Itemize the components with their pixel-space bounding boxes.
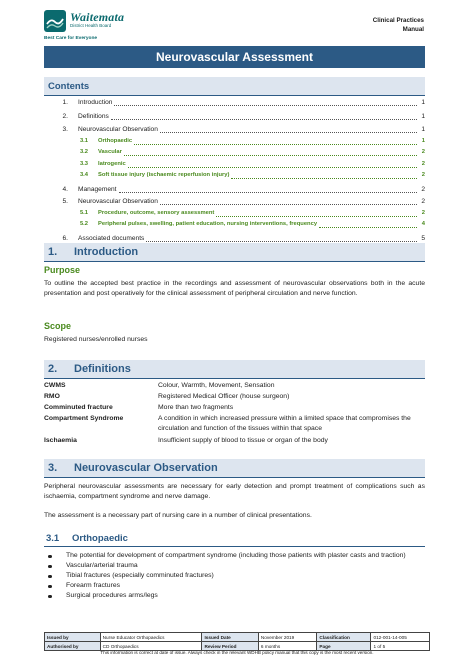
toc-entry-number: 2.: [62, 112, 68, 120]
footer-value: 1 of 5: [371, 642, 430, 651]
definition-description: Registered Medical Officer (house surgeon): [158, 393, 290, 400]
bullet-item: [44, 571, 425, 581]
footer-key: Issued Date: [202, 633, 258, 642]
purpose-text: To outline the accepted best practice in the recordings and assessment of neurovascular observations both in the acute presentation and post operatively for the clinical assessment of peripheral circulation and nerve function.: [44, 280, 425, 297]
bullet-text: Forearm fractures: [66, 582, 121, 589]
document-control-table: [44, 632, 430, 651]
toc-entry-number: 5.1: [79, 209, 88, 216]
definition-term: Compartment Syndrome: [44, 415, 124, 422]
org-tagline: Best Care for Everyone: [44, 36, 98, 41]
toc-entry-page: 5: [421, 234, 425, 242]
doc-type-line2: Manual: [402, 26, 424, 33]
footer-value: 012-001-14-005: [371, 633, 430, 642]
scope-heading: Scope: [44, 321, 72, 331]
definition-term: Comminuted fracture: [44, 404, 113, 411]
bullet-text: Surgical procedures arms/legs: [66, 592, 158, 599]
section-2-heading: [44, 360, 425, 379]
toc-entry[interactable]: [44, 186, 425, 196]
toc-entry-number: 5.2: [79, 221, 88, 227]
organisation-logo: [44, 10, 164, 44]
org-subtitle: District Health Board: [70, 23, 112, 28]
section-title: Introduction: [74, 246, 139, 258]
section-number: 1.: [48, 246, 58, 258]
toc-entry-page: 2: [421, 149, 425, 155]
definition-row: [44, 436, 425, 446]
doc-type-line1: Clinical Practices: [372, 17, 424, 24]
toc-leader-dots: [160, 126, 417, 133]
bullet-item: [44, 581, 425, 591]
toc-entry-number: 3.4: [79, 172, 88, 178]
toc-entry-page: 1: [421, 126, 425, 133]
org-name: Waitemata: [70, 10, 125, 24]
toc-leader-dots: [119, 186, 417, 193]
bullet-text: Vascular/arterial trauma: [66, 562, 138, 569]
toc-leader-dots: [111, 113, 417, 120]
toc-entry-number: 3.2: [79, 149, 88, 155]
section-title: Neurovascular Observation: [74, 462, 218, 474]
toc-entry-number: 6.: [62, 234, 68, 242]
bullet-icon: [48, 575, 52, 579]
toc-entry-page: 1: [421, 99, 425, 106]
toc-entry-page: 1: [421, 112, 425, 120]
title-bar: [44, 46, 425, 68]
bullet-item: [44, 551, 425, 561]
subsection-title: Orthopaedic: [72, 532, 128, 544]
toc-leader-dots: [134, 138, 417, 145]
toc-entry[interactable]: [44, 172, 425, 182]
definition-term: CWMS: [44, 382, 66, 389]
definition-row: [44, 403, 425, 413]
contents-box: [44, 77, 425, 242]
definition-row: [44, 414, 425, 434]
section-3-heading: [44, 459, 425, 478]
footer-value: November 2019: [258, 633, 316, 642]
footer-value: 6 months: [258, 642, 316, 651]
footer-key: Review Period: [202, 642, 258, 651]
toc-entry-label: Procedure, outcome, sensory assessment: [98, 209, 215, 216]
section-number: 3.: [48, 462, 58, 474]
bullet-icon: [48, 585, 52, 589]
toc-leader-dots: [319, 221, 417, 228]
toc-entry-label: Definitions: [78, 112, 109, 120]
toc-entry-page: 2: [421, 185, 425, 193]
toc-entry-label: Vascular: [98, 149, 122, 155]
bullet-icon: [48, 595, 52, 599]
definition-description: A condition in which increased pressure within a limited space that compromises the circulation and function of the tissues within that space: [158, 415, 411, 432]
footer-row: [45, 633, 430, 642]
toc-entry-number: 5.: [62, 198, 68, 205]
footer-value: CD Orthopaedics: [100, 642, 202, 651]
section-number: 2.: [48, 363, 58, 375]
toc-entry[interactable]: [44, 138, 425, 148]
toc-entry[interactable]: [44, 99, 425, 109]
observation-intro: Peripheral neurovascular assessments are necessary for early detection and prompt treatment of complications such as ischaemia, compartment syndrome and nerve damage.: [44, 483, 425, 500]
orthopaedic-bullet-list: [44, 551, 425, 601]
definition-description: Colour, Warmth, Movement, Sensation: [158, 382, 275, 389]
toc-entry[interactable]: [44, 113, 425, 123]
toc-entry-label: Neurovascular Observation: [78, 126, 158, 133]
toc-entry-page: 2: [421, 172, 425, 178]
bullet-text: The potential for development of compartment syndrome (including those patients with plaster casts and traction): [66, 552, 406, 559]
definition-row: [44, 381, 425, 391]
toc-leader-dots: [231, 172, 417, 179]
toc-entry-page: 1: [421, 137, 425, 144]
toc-entry-page: 2: [421, 209, 425, 216]
toc-entry-page: 2: [421, 198, 425, 205]
definition-term: RMO: [44, 393, 60, 400]
toc-entry-number: 3.1: [79, 137, 88, 144]
definition-description: Insufficient supply of blood to tissue or organ of the body: [158, 437, 328, 444]
toc-leader-dots: [216, 210, 417, 217]
toc-leader-dots: [146, 235, 417, 242]
contents-heading: Contents: [48, 80, 90, 92]
definition-row: [44, 392, 425, 402]
bullet-text: Tibial fractures (especially comminuted fractures): [66, 572, 214, 579]
scope-text: Registered nurses/enrolled nurses: [44, 336, 148, 343]
toc-entry-label: Peripheral pulses, swelling, patient education, nursing interventions, frequency: [98, 221, 318, 227]
wave-logo-icon: [44, 10, 66, 32]
toc-entry-number: 1.: [62, 99, 68, 106]
toc-entry[interactable]: [44, 126, 425, 136]
toc-entry[interactable]: [44, 149, 425, 159]
document-type: [373, 16, 424, 34]
toc-entry-label: Soft tissue injury (ischaemic reperfusion injury): [98, 172, 230, 178]
purpose-heading: Purpose: [44, 265, 81, 275]
bullet-icon: [48, 565, 52, 569]
observation-note: The assessment is a necessary part of nursing care in a number of clinical presentations.: [44, 512, 312, 519]
section-1-heading: [44, 243, 425, 262]
toc-entry-label: Introduction: [78, 99, 113, 106]
toc-entry-label: Iatrogenic: [98, 160, 126, 167]
toc-entry-page: 4: [421, 221, 425, 227]
contents-heading-bar: [44, 77, 425, 96]
toc-entry-number: 3.: [62, 126, 68, 133]
footer-key: Classification: [317, 633, 371, 642]
bullet-item: [44, 561, 425, 571]
toc-leader-dots: [128, 161, 417, 168]
page-title: Neurovascular Assessment: [156, 50, 313, 64]
toc-entry-label: Orthopaedic: [98, 137, 133, 144]
bullet-icon: [48, 555, 52, 559]
toc-entry-label: Neurovascular Observation: [78, 198, 158, 205]
toc-entry[interactable]: [44, 161, 425, 171]
toc-entry-number: 3.3: [79, 160, 88, 167]
toc-leader-dots: [160, 198, 417, 205]
footer-disclaimer: This information is correct at date of issue. Always check in the relevant WDHB policy manual that this copy is the most recent version.: [100, 650, 374, 655]
toc-entry-page: 2: [421, 160, 425, 167]
footer-key: Issued by: [45, 633, 101, 642]
toc-leader-dots: [114, 99, 417, 106]
definition-term: Ischaemia: [44, 437, 77, 444]
toc-entry[interactable]: [44, 221, 425, 231]
toc-entry[interactable]: [44, 210, 425, 220]
toc-entry-number: 4.: [62, 185, 68, 193]
footer-value: Nurse Educator Orthopaedics: [100, 633, 202, 642]
section-title: Definitions: [74, 363, 131, 375]
toc-leader-dots: [124, 149, 417, 156]
footer-key: Authorised by: [45, 642, 101, 651]
bullet-item: [44, 591, 425, 601]
toc-entry-label: Management: [78, 185, 117, 193]
definition-description: More than two fragments: [158, 404, 234, 411]
subsection-number: 3.1: [46, 532, 60, 544]
toc-entry[interactable]: [44, 198, 425, 208]
footer-key: Page: [317, 642, 371, 651]
toc-entry-label: Associated documents: [78, 234, 145, 242]
subsection-3-1-heading: [44, 530, 425, 547]
